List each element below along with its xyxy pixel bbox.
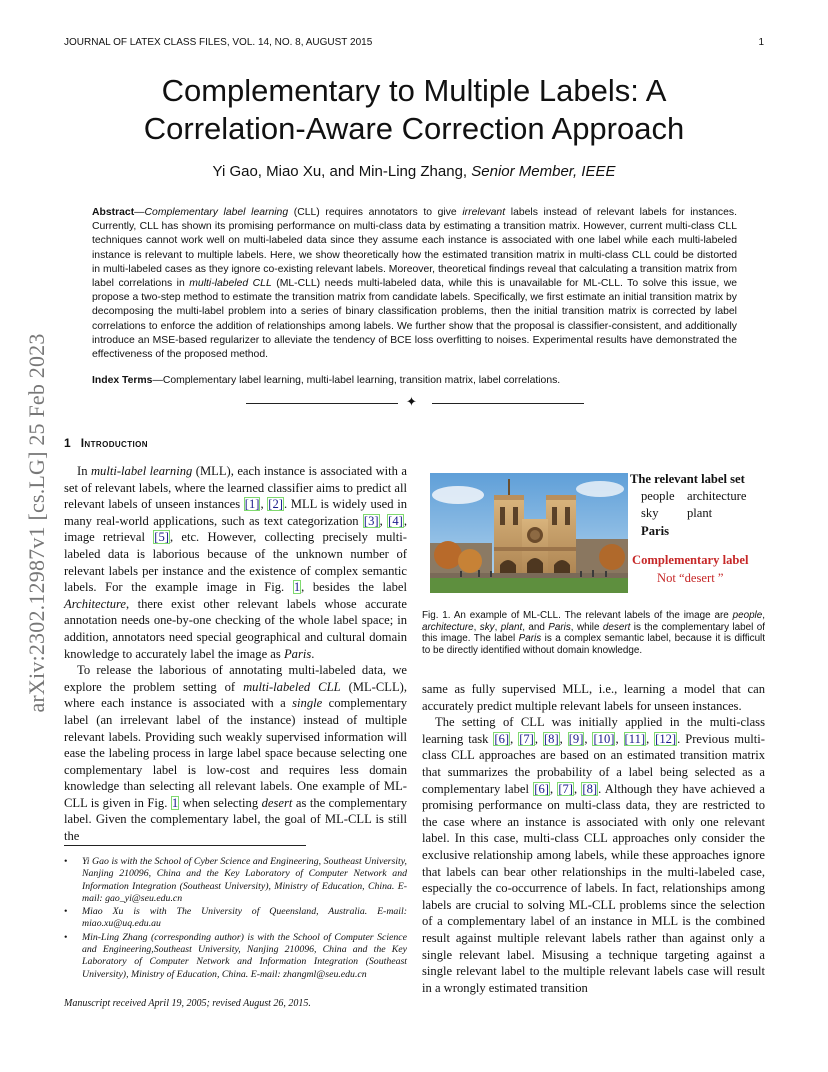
citation-link[interactable]: [8] bbox=[543, 731, 559, 746]
intro-paragraph-4 bbox=[422, 714, 765, 996]
text: multi-label learning bbox=[90, 464, 193, 478]
text: as the complementary label. Given the complementary label, the goal of ML-CLL is still the bbox=[64, 795, 408, 844]
footnote-rule bbox=[64, 845, 306, 846]
label-architecture: architecture bbox=[687, 489, 747, 503]
text: is the complementary label of this image. The label bbox=[422, 621, 766, 645]
text: , etc. However, collecting precisely multi-labeled data is laborious because of the unknown number of relevant labels per instance and the existence of complex semantic labels. For the example image in Fig. bbox=[64, 530, 407, 595]
abstract-text: multi-labeled CLL bbox=[189, 278, 272, 290]
figure-link[interactable]: 1 bbox=[171, 795, 179, 810]
text: Paris bbox=[518, 633, 542, 645]
text: desert bbox=[261, 795, 293, 810]
text: architecture bbox=[422, 621, 474, 633]
text: , bbox=[494, 621, 501, 633]
text: complementary label (an irrelevant label of the instance) instead of multiple relevant labels. Providing such weakly supervised information will ease the labeling process in large label space because selecting one complementary label is low-cost and requires less domain knowledge than selecting all relevant labels. One example of ML-CLL is given in Fig. bbox=[64, 696, 407, 810]
text: single bbox=[292, 696, 323, 711]
text: plant bbox=[500, 621, 523, 633]
text: , bbox=[260, 497, 268, 512]
citation-link[interactable]: [6] bbox=[494, 731, 510, 746]
citation-link[interactable]: [5] bbox=[154, 530, 169, 545]
text: , while bbox=[570, 621, 603, 633]
footnote-item: • Miao Xu is with The University of Queensland, Australia. E-mail: miao.xu@uq.edu.au bbox=[82, 906, 407, 931]
manuscript-note: Manuscript received April 19, 2005; revised August 26, 2015. bbox=[64, 998, 311, 1009]
arxiv-stamp bbox=[22, 288, 52, 758]
paper-title bbox=[64, 72, 764, 148]
citation-link[interactable]: [7] bbox=[519, 731, 534, 746]
footnotes bbox=[64, 856, 407, 982]
citation-link[interactable]: [8] bbox=[582, 781, 598, 796]
title-line-2: Correlation-Aware Correction Approach bbox=[143, 111, 685, 146]
citation-link[interactable]: [1] bbox=[244, 497, 260, 512]
index-terms-text: —Complementary label learning, multi-label learning, transition matrix, label correlations. bbox=[152, 375, 561, 386]
citation-link[interactable]: [7] bbox=[558, 781, 573, 796]
citation-link[interactable]: [11] bbox=[624, 731, 646, 746]
page-number: 1 bbox=[758, 37, 764, 48]
text: when selecting bbox=[179, 795, 262, 810]
text: , bbox=[534, 731, 543, 746]
text: Paris bbox=[283, 646, 312, 661]
intro-paragraph-2 bbox=[64, 662, 407, 845]
intro-paragraph-1 bbox=[64, 463, 407, 662]
citation-link[interactable]: [2] bbox=[268, 497, 283, 512]
text: To release the laborious of annotating multi-labeled data, we explore the problem setting of bbox=[64, 663, 407, 694]
figure-caption bbox=[422, 610, 765, 656]
citation-link[interactable]: [4] bbox=[388, 513, 403, 528]
section-title: Introduction bbox=[80, 436, 148, 450]
text: , besides the label bbox=[301, 580, 408, 595]
text: , bbox=[549, 781, 558, 796]
text: . MLL is widely used in many real-world applications, such as text categorization bbox=[64, 497, 407, 528]
text: , image retrieval bbox=[64, 513, 407, 545]
text: , bbox=[574, 781, 582, 796]
running-header bbox=[64, 37, 764, 48]
text: Fig. 1. An example of ML-CLL. The relevant labels of the image are bbox=[422, 610, 733, 621]
index-terms bbox=[92, 375, 737, 386]
title-line-1: Complementary to Multiple Labels: A bbox=[161, 73, 667, 108]
label-people: people bbox=[641, 489, 675, 503]
text: Paris bbox=[548, 621, 571, 633]
section-divider bbox=[246, 396, 584, 410]
text: desert bbox=[602, 621, 631, 633]
relevant-label-header: The relevant label set bbox=[630, 472, 745, 486]
citation-link[interactable]: [9] bbox=[568, 731, 584, 746]
text: , bbox=[473, 621, 480, 633]
abstract-dash: — bbox=[134, 207, 145, 218]
divider-star-icon: ✦ bbox=[406, 394, 417, 409]
author-membership: Senior Member, IEEE bbox=[471, 163, 616, 180]
complementary-label-header: Complementary label bbox=[632, 553, 749, 567]
citation-link[interactable]: [10] bbox=[593, 731, 615, 746]
right-column bbox=[422, 681, 765, 996]
label-plant: plant bbox=[687, 506, 713, 520]
text: Architecture bbox=[64, 596, 127, 611]
index-terms-label: Index Terms bbox=[92, 375, 153, 386]
text: is a complex semantic label, because it is difficult to be directly identified without domain knowledge. bbox=[422, 633, 765, 656]
text: , there exist other relevant labels whose accurate annotation needs one-by-one checking of the whole label space; in addition, annotators need special geographical and cultural domain knowledge to accurately label the image as bbox=[64, 596, 407, 661]
intro-paragraph-3: same as fully supervised MLL, i.e., learning a model that can accurately predict multiple relevant labels for unseen instances. bbox=[422, 682, 765, 713]
text: , bbox=[762, 610, 765, 621]
figure-label-panel bbox=[630, 472, 764, 586]
notre-dame-photo bbox=[430, 473, 628, 593]
cathedral-illustration bbox=[430, 473, 628, 593]
citation-link[interactable]: [3] bbox=[363, 513, 379, 528]
section-number: 1 bbox=[64, 436, 71, 450]
text: . bbox=[311, 646, 315, 661]
text: sky bbox=[479, 621, 495, 633]
text: , bbox=[615, 731, 624, 746]
abstract-text: Complementary label learning bbox=[144, 207, 289, 218]
abstract-text: (ML-CLL) needs multi-labeled data, while this is unavailable for ML-CLL. To solve this issue, we propose a two-step method to estimate the transition matrix from candidate labels. Specifically, we first estimate an initial transition matrix by decomposing the multi-label problem into a series of binary classification problems, then the initial transition matrix is corrected by label correlations to enforce the addition of relationships among labels. We further show that the proposal is classifier-consistent, and additionally introduce an MSE-based regularizer to alleviate the tendency of BCE loss overfitting to noises. Experimental results have demonstrated the effectiveness of the proposed method. bbox=[92, 278, 738, 361]
arxiv-id: arXiv:2302.12987v1 [cs.LG] 25 Feb 2023 bbox=[24, 333, 49, 713]
divider-line-left bbox=[246, 403, 398, 404]
author-names: Yi Gao, Miao Xu, and Min-Ling Zhang, bbox=[212, 163, 472, 180]
abstract-text: labels instead of relevant labels for instances. Currently, CLL has shown its promising performance on multi-class data by estimating a transition matrix. However, current multi-class CLL techniques cannot work well on multi-labeled data since they assume each instance is associated with one label while each multi-labeled instance is relevant to multiple labels. Here, we show theoretically how the estimated transition matrix in multi-class CLL could be distorted in multi-labeled cases as they ignore co-existing relevant labels. Moreover, theoretical findings reveal that calculating a transition matrix from label correlations in bbox=[92, 207, 737, 290]
complementary-label-value: Not “desert ” bbox=[657, 571, 724, 585]
section-heading bbox=[64, 436, 148, 450]
text: , and bbox=[522, 621, 549, 633]
abstract bbox=[92, 206, 737, 362]
text: (ML-CLL), where each instance is associated with a bbox=[64, 679, 407, 711]
citation-link[interactable]: [12] bbox=[655, 731, 677, 746]
text: In bbox=[77, 464, 91, 478]
text: , bbox=[646, 731, 655, 746]
label-paris: Paris bbox=[641, 524, 669, 538]
text: , bbox=[510, 731, 519, 746]
text: . Although they have achieved a promising performance on multi-class data, they are restricted to the case where an instance is associated with only one relevant label. In this case, multi-class CLL approaches only consider the exclusive relationship among labels, while these approaches ignore that labels can bear other relationships in the multi-labeled case, especially the co-occurrence of labels. In fact, relationships among labels are crucial to solving ML-CLL problems since the selection of a complementary label of an instance in MLL is the combined result against multiple relevant labels rather than against only a single relevant label. Misusing a technique targeting against a single relevant label to the multiple relevant labels case will result in a wrongly estimated transition bbox=[422, 781, 765, 995]
divider-line-right bbox=[432, 403, 584, 404]
text: . Previous multi-class CLL approaches are based on an estimated transition matrix that summarizes the probability of a label being selected as a complementary label bbox=[422, 731, 765, 796]
left-column bbox=[64, 463, 407, 845]
label-sky: sky bbox=[641, 506, 659, 520]
label-row bbox=[641, 506, 764, 521]
text: multi-labeled CLL bbox=[243, 679, 341, 694]
author-line bbox=[64, 163, 764, 180]
citation-link[interactable]: [6] bbox=[534, 781, 549, 796]
text: people bbox=[732, 610, 763, 621]
text: (MLL), each instance is associated with a set of relevant labels, where the learned classifier aims to predict all relevant labels of unseen instances bbox=[64, 464, 407, 512]
text: , bbox=[584, 731, 593, 746]
abstract-label: Abstract bbox=[92, 207, 135, 218]
figure-link[interactable]: 1 bbox=[293, 580, 301, 595]
footnote-item: • Yi Gao is with the School of Cyber Science and Engineering, Southeast University, Nanjing 210096, China and the Key Laboratory of Computer Network and Information Integration (Southeast University), Ministry of Education, China. E-mail: gao_yi@seu.edu.cn bbox=[82, 856, 407, 905]
text: The setting of CLL was initially applied in the multi-class learning task bbox=[422, 715, 765, 746]
abstract-text: irrelevant bbox=[462, 207, 506, 218]
journal-name: JOURNAL OF LATEX CLASS FILES, VOL. 14, NO. 8, AUGUST 2015 bbox=[64, 37, 373, 48]
abstract-text: (CLL) requires annotators to give bbox=[288, 207, 463, 218]
footnote-item: • Min-Ling Zhang (corresponding author) is with the School of Computer Science and Engineering,Southeast University, Nanjing 210096, China and the Key Laboratory of Computer Network and Information Integration (Southeast University), Ministry of Education, China. E-mail: zhangml@seu.edu.cn bbox=[82, 932, 407, 981]
text: , bbox=[379, 513, 388, 528]
label-row bbox=[641, 489, 764, 504]
text: , bbox=[559, 731, 568, 746]
